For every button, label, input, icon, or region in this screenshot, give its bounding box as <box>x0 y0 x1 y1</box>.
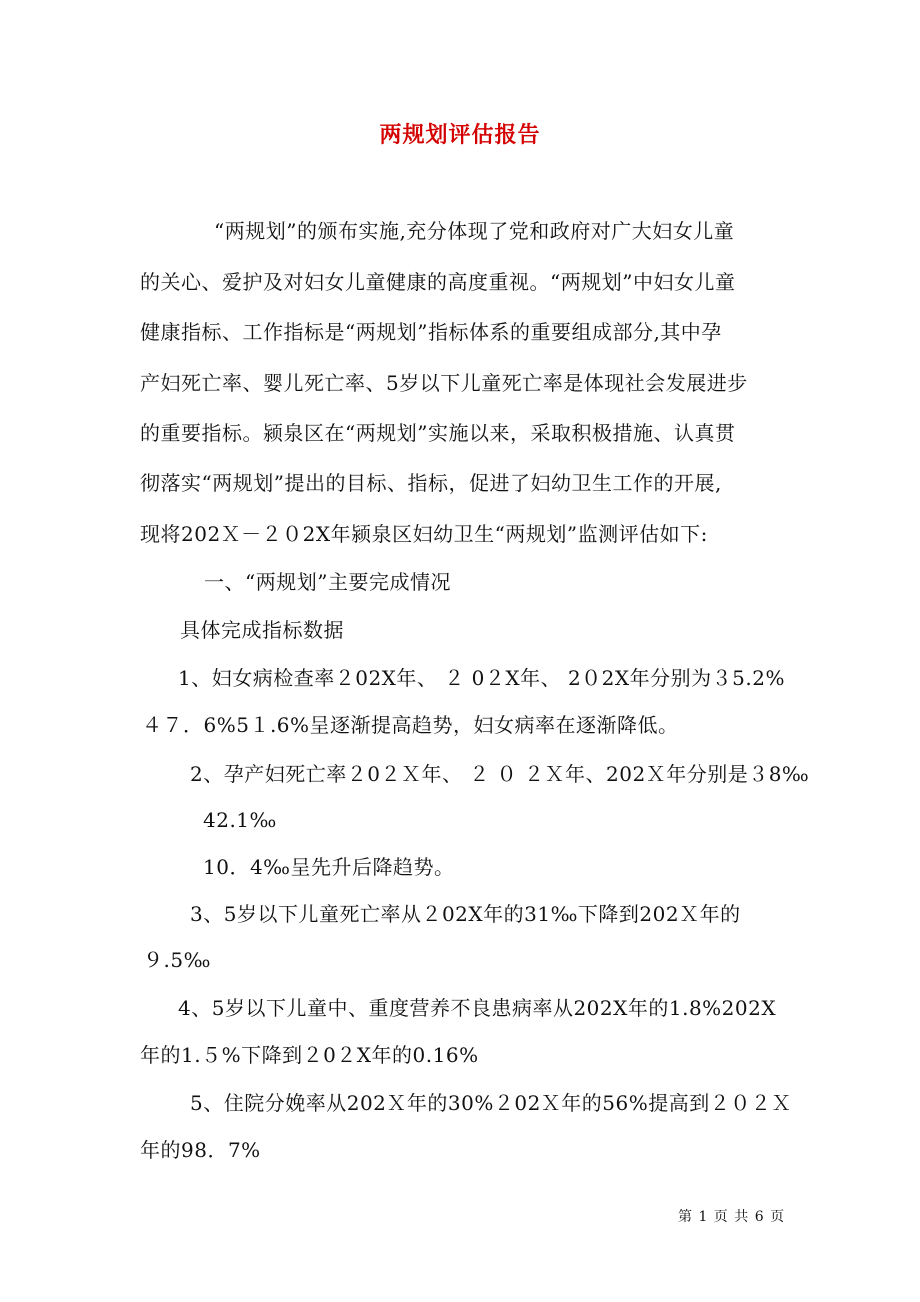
paragraph1-line-5: 的重要指标。颍泉区在“两规划”实施以来，采取积极措施、认真贯 <box>140 421 736 445</box>
item2-line-1: 2、孕产妇死亡率２0２Ｘ年、 ２ ０ ２Ｘ年、202Ｘ年分别是３8‰ <box>190 762 810 786</box>
item1-line-1: 1、妇女病检查率２02X年、 ２ 0２X年、 2０2X年分别为３5.2% <box>178 666 785 690</box>
paragraph1-line-4: 产妇死亡率、婴儿死亡率、5岁以下儿童死亡率是体现社会发展进步 <box>140 371 748 395</box>
paragraph1-line-2: 的关心、爱护及对妇女儿童健康的高度重视。“两规划”中妇女儿童 <box>140 270 736 294</box>
paragraph1-line-7: 现将202Ｘ－２０2X年颍泉区妇幼卫生“两规划”监测评估如下: <box>140 522 708 546</box>
item4-line-2: 年的1.５%下降到２0２X年的0.16% <box>140 1043 479 1067</box>
paragraph1-line-1: “两规划”的颁布实施,充分体现了党和政府对广大妇女儿童 <box>214 219 735 243</box>
page-number-footer: 第 1 页 共 6 页 <box>678 1209 786 1225</box>
paragraph1-line-6: 彻落实“两规划”提出的目标、指标，促进了妇幼卫生工作的开展, <box>140 471 722 495</box>
item5-line-2: 年的98．7% <box>140 1138 261 1162</box>
item3-line-1: 3、5岁以下儿童死亡率从２02X年的31‰下降到202Ｘ年的 <box>190 902 741 926</box>
subheading: 具体完成指标数据 <box>180 618 344 642</box>
item5-line-1: 5、住院分娩率从202Ｘ年的30%２02Ｘ年的56%提高到２０２Ｘ <box>190 1091 792 1115</box>
item4-line-1: 4、5岁以下儿童中、重度营养不良患病率从202X年的1.8%202X <box>178 996 777 1020</box>
document-title: 两规划评估报告 <box>379 122 541 148</box>
item3-line-2: ９.5‰ <box>143 948 211 972</box>
item2-line-2: 42.1‰ <box>203 808 277 832</box>
section1-heading: 一、“两规划”主要完成情况 <box>204 570 451 594</box>
item2-line-3: 10．4‰呈先升后降趋势。 <box>203 855 455 879</box>
item1-line-2: ４７．6%5１.6%呈逐渐提高趋势，妇女病率在逐渐降低。 <box>142 713 679 737</box>
paragraph1-line-3: 健康指标、工作指标是“两规划”指标体系的重要组成部分,其中孕 <box>140 320 722 344</box>
